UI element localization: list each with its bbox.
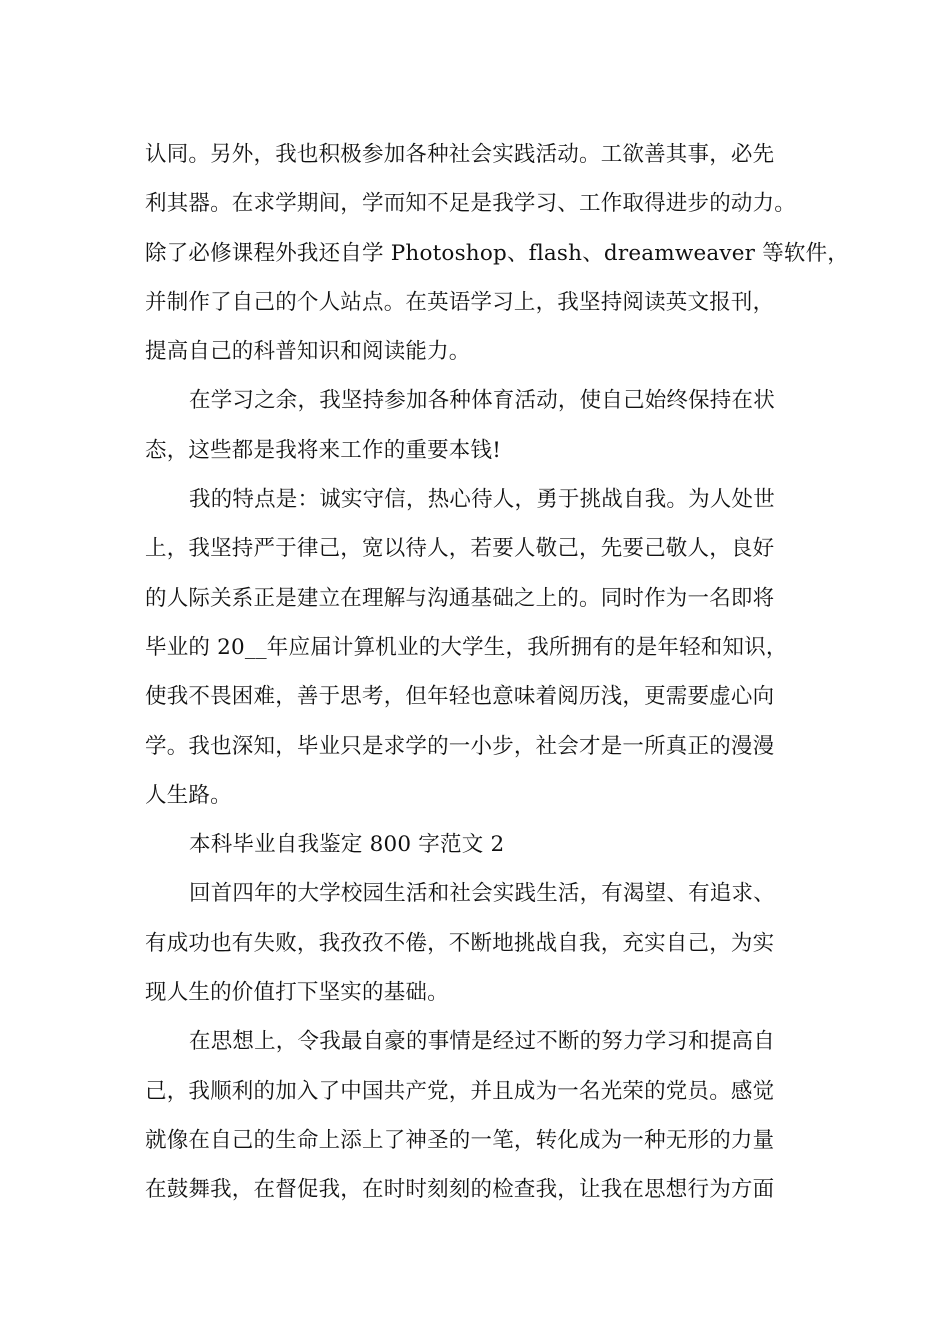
text-line: 己，我顺利的加入了中国共产党，并且成为一名光荣的党员。感觉 — [145, 1078, 775, 1104]
paragraph-start-line: 我的特点是：诚实守信，热心待人，勇于挑战自我。为人处世 — [189, 487, 775, 513]
text-line: 除了必修课程外我还自学 Photoshop、flash、dreamweaver 等软件， — [145, 240, 849, 266]
section-heading: 本科毕业自我鉴定 800 字范文 2 — [189, 832, 505, 858]
text-line: 毕业的 20__年应届计算机业的大学生，我所拥有的是年轻和知识， — [145, 634, 788, 660]
text-line: 提高自己的科普知识和阅读能力。 — [145, 339, 471, 365]
text-line: 认同。另外，我也积极参加各种社会实践活动。工欲善其事，必先 — [145, 142, 775, 167]
text-line: 学。我也深知，毕业只是求学的一小步，社会才是一所真正的漫漫 — [145, 733, 775, 759]
paragraph-start-line: 在学习之余，我坚持参加各种体育活动，使自己始终保持在状 — [189, 388, 775, 414]
text-line: 使我不畏困难，善于思考，但年轻也意味着阅历浅，更需要虚心向 — [145, 684, 775, 710]
text-line: 利其器。在求学期间，学而知不足是我学习、工作取得进步的动力。 — [145, 191, 797, 217]
text-line: 现人生的价值打下坚实的基础。 — [145, 980, 449, 1006]
text-line: 态，这些都是我将来工作的重要本钱! — [145, 437, 502, 463]
text-line: 就像在自己的生命上添上了神圣的一笔，转化成为一种无形的力量 — [145, 1127, 775, 1153]
paragraph-start-line: 在思想上，令我最自豪的事情是经过不断的努力学习和提高自 — [189, 1029, 775, 1055]
text-line: 的人际关系正是建立在理解与沟通基础之上的。同时作为一名即将 — [145, 585, 775, 611]
text-line: 并制作了自己的个人站点。在英语学习上，我坚持阅读英文报刊， — [145, 289, 775, 315]
text-line: 上，我坚持严于律己，宽以待人，若要人敬己，先要己敬人，良好 — [145, 536, 775, 562]
text-line: 有成功也有失败，我孜孜不倦，不断地挑战自我，充实自己，为实 — [145, 930, 775, 956]
text-line: 在鼓舞我，在督促我，在时时刻刻的检查我，让我在思想行为方面 — [145, 1177, 775, 1203]
text-line: 人生路。 — [145, 782, 232, 808]
document-body — [145, 130, 849, 1215]
paragraph-start-line: 回首四年的大学校园生活和社会实践生活，有渴望、有追求、 — [189, 881, 775, 907]
